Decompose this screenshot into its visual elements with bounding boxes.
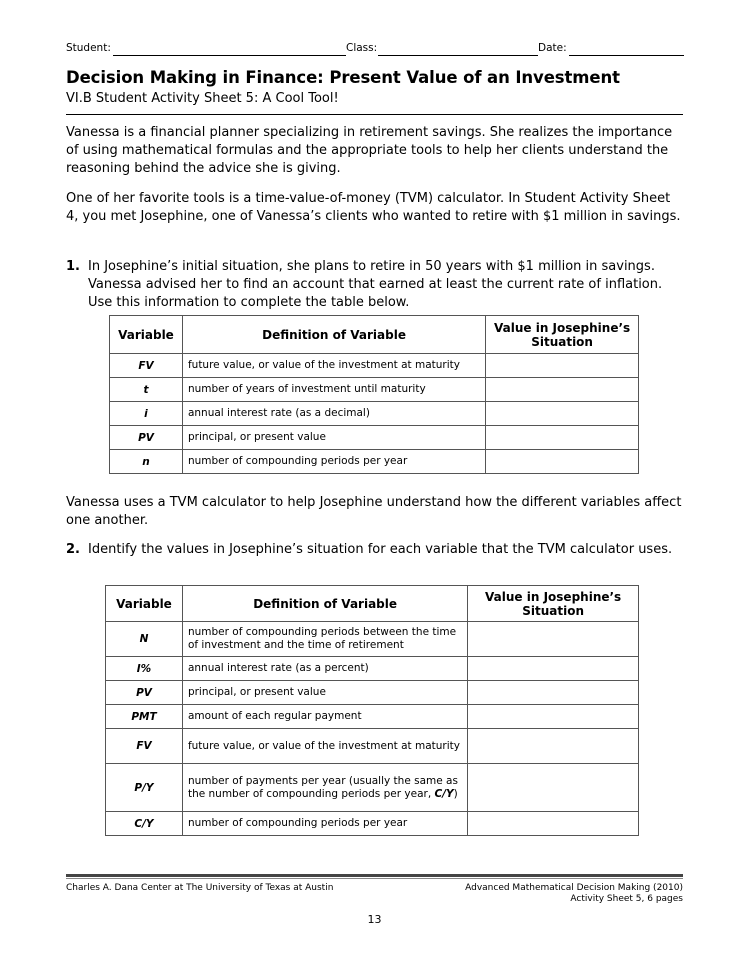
- t2-var: PV: [106, 681, 183, 705]
- table-row: [106, 764, 639, 812]
- variables-table-1: [109, 315, 639, 474]
- t2-def: principal, or present value: [182, 681, 467, 705]
- table-row: [106, 681, 639, 705]
- page-title: Decision Making in Finance: Present Value of an Investment: [66, 68, 620, 87]
- table-row: [106, 657, 639, 681]
- t1-var: i: [110, 402, 183, 426]
- table-row: [110, 354, 639, 378]
- question-1-text: In Josephine’s initial situation, she plans to retire in 50 years with $1 million in savings. Vanessa advised her to find an account that earned at least the current rate of inflation. Use this information to complete the table below.: [88, 259, 663, 310]
- question-2-text: Identify the values in Josephine’s situation for each variable that the TVM calculator uses.: [88, 542, 673, 557]
- t2-header-value: Value in Josephine’s Situation: [468, 586, 639, 622]
- t1-value-cell[interactable]: [486, 378, 639, 402]
- t2-def: amount of each regular payment: [182, 705, 467, 729]
- variables-table-2: [105, 585, 639, 836]
- student-label: Student:: [66, 42, 111, 54]
- t2-def: number of compounding periods per year: [182, 812, 467, 836]
- t1-def: number of compounding periods per year: [182, 450, 485, 474]
- footer-sheet-info: Activity Sheet 5, 6 pages: [570, 894, 683, 904]
- t2-def-cy: C/Y: [434, 787, 454, 800]
- t2-def-end: ): [453, 787, 458, 800]
- t2-value-cell[interactable]: [468, 681, 639, 705]
- t1-value-cell[interactable]: [486, 450, 639, 474]
- t1-var: t: [110, 378, 183, 402]
- class-line: [378, 55, 538, 56]
- t1-header-definition: Definition of Variable: [182, 316, 485, 354]
- question-2-number: 2.: [66, 542, 80, 557]
- t2-def: number of compounding periods between the time of investment and the time of retirement: [182, 622, 467, 657]
- student-header: [66, 42, 684, 58]
- page-subtitle: VI.B Student Activity Sheet 5: A Cool Tool!: [66, 91, 339, 106]
- table-row: [106, 705, 639, 729]
- t1-var: n: [110, 450, 183, 474]
- intro-paragraph: Vanessa is a financial planner specializing in retirement savings. She realizes the importance of using mathematical formulas and the appropriate tools to help her clients understand the reasoning behind the advice she is giving.: [66, 125, 673, 176]
- t1-header-variable: Variable: [110, 316, 183, 354]
- table-row: [110, 402, 639, 426]
- t2-def: future value, or value of the investment at maturity: [182, 729, 467, 764]
- table-row: [106, 622, 639, 657]
- date-label: Date:: [538, 42, 567, 54]
- table-row: [110, 426, 639, 450]
- question-1-number: 1.: [66, 259, 80, 274]
- t1-def: annual interest rate (as a decimal): [182, 402, 485, 426]
- t2-def: [182, 764, 467, 812]
- t1-value-cell[interactable]: [486, 426, 639, 450]
- table-row: [110, 450, 639, 474]
- table-row: [106, 812, 639, 836]
- t2-header-variable: Variable: [106, 586, 183, 622]
- t2-value-cell[interactable]: [468, 764, 639, 812]
- title-divider: [66, 114, 683, 115]
- table-row: [110, 378, 639, 402]
- date-line: [569, 55, 684, 56]
- footer-publisher: Charles A. Dana Center at The University of Texas at Austin: [66, 883, 334, 893]
- t2-var: PMT: [106, 705, 183, 729]
- t2-var: N: [106, 622, 183, 657]
- t1-def: number of years of investment until maturity: [182, 378, 485, 402]
- t2-var: FV: [106, 729, 183, 764]
- t2-def-text: number of payments per year (usually the same as the number of compounding periods per year,: [187, 774, 458, 800]
- student-name-line: [113, 55, 346, 56]
- t2-def: annual interest rate (as a percent): [182, 657, 467, 681]
- footer-divider-thin: [66, 878, 683, 879]
- t2-value-cell[interactable]: [468, 622, 639, 657]
- t1-value-cell[interactable]: [486, 402, 639, 426]
- t1-var: FV: [110, 354, 183, 378]
- t1-var: PV: [110, 426, 183, 450]
- t2-var: I%: [106, 657, 183, 681]
- t2-var: C/Y: [106, 812, 183, 836]
- t2-header-definition: Definition of Variable: [182, 586, 467, 622]
- page-number: 13: [367, 913, 382, 926]
- footer-course-title: Advanced Mathematical Decision Making (2010): [465, 883, 683, 893]
- t1-def: principal, or present value: [182, 426, 485, 450]
- t2-value-cell[interactable]: [468, 729, 639, 764]
- footer-course: [465, 883, 683, 905]
- table-row: [106, 729, 639, 764]
- t1-value-cell[interactable]: [486, 354, 639, 378]
- t2-var: P/Y: [106, 764, 183, 812]
- t2-value-cell[interactable]: [468, 812, 639, 836]
- calculator-paragraph: Vanessa uses a TVM calculator to help Josephine understand how the different variables affect one another.: [66, 495, 682, 528]
- tvm-paragraph: One of her favorite tools is a time-value-of-money (TVM) calculator. In Student Activity Sheet 4, you met Josephine, one of Vanessa’s clients who wanted to retire with $1 million in savings.: [66, 191, 681, 224]
- t2-value-cell[interactable]: [468, 657, 639, 681]
- t1-def: future value, or value of the investment at maturity: [182, 354, 485, 378]
- t1-header-value: Value in Josephine’s Situation: [486, 316, 639, 354]
- footer-divider: [66, 874, 683, 877]
- class-label: Class:: [346, 42, 378, 54]
- t2-value-cell[interactable]: [468, 705, 639, 729]
